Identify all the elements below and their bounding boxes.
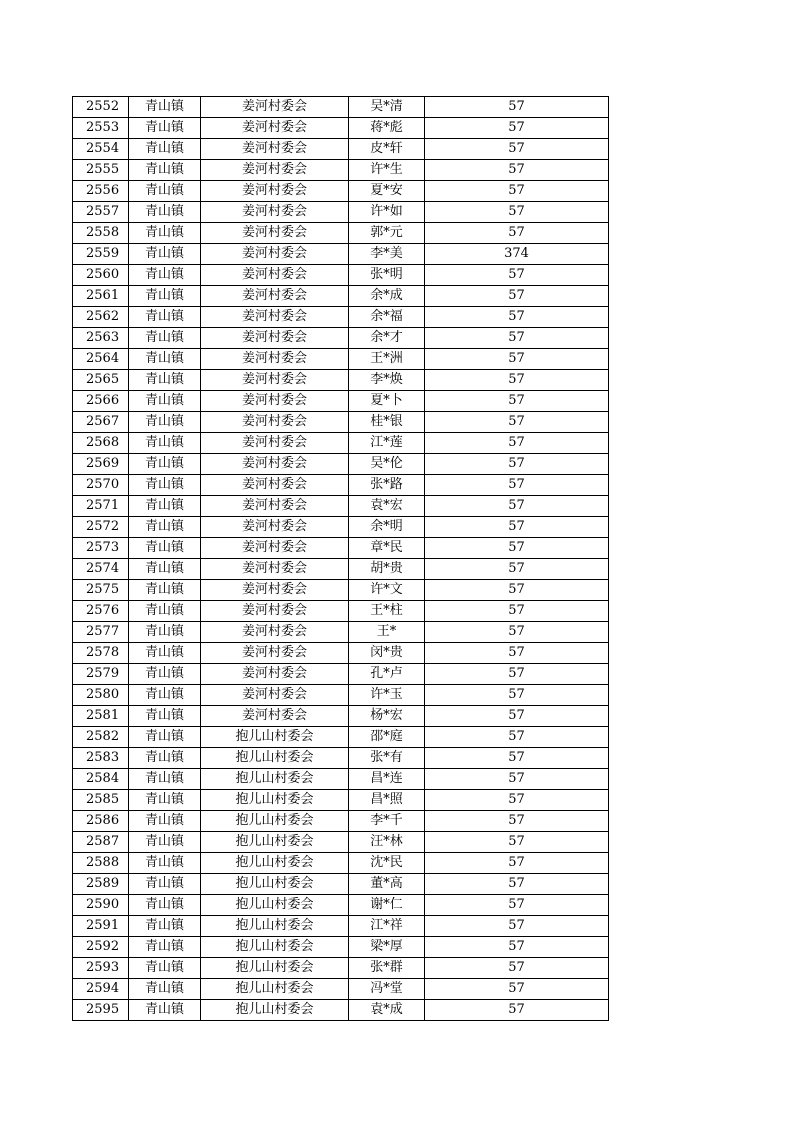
person-name-cell: 桂*银 bbox=[349, 412, 425, 433]
amount-cell: 57 bbox=[425, 118, 609, 139]
table-row bbox=[73, 496, 609, 517]
person-name-cell: 许*如 bbox=[349, 202, 425, 223]
village-committee-cell: 姜河村委会 bbox=[201, 433, 349, 454]
amount-cell: 57 bbox=[425, 811, 609, 832]
table-row bbox=[73, 370, 609, 391]
town-cell: 青山镇 bbox=[129, 496, 201, 517]
person-name-cell: 谢*仁 bbox=[349, 895, 425, 916]
amount-cell: 374 bbox=[425, 244, 609, 265]
amount-cell: 57 bbox=[425, 160, 609, 181]
town-cell: 青山镇 bbox=[129, 706, 201, 727]
person-name-cell: 冯*堂 bbox=[349, 979, 425, 1000]
person-name-cell: 邵*庭 bbox=[349, 727, 425, 748]
village-committee-cell: 姜河村委会 bbox=[201, 223, 349, 244]
table-row bbox=[73, 97, 609, 118]
person-name-cell: 李*千 bbox=[349, 811, 425, 832]
table-row bbox=[73, 790, 609, 811]
village-committee-cell: 抱儿山村委会 bbox=[201, 1000, 349, 1021]
table-row bbox=[73, 307, 609, 328]
serial-number-cell: 2555 bbox=[73, 160, 129, 181]
serial-number-cell: 2585 bbox=[73, 790, 129, 811]
table-row bbox=[73, 916, 609, 937]
person-name-cell: 昌*照 bbox=[349, 790, 425, 811]
person-name-cell: 吴*伦 bbox=[349, 454, 425, 475]
town-cell: 青山镇 bbox=[129, 412, 201, 433]
town-cell: 青山镇 bbox=[129, 790, 201, 811]
town-cell: 青山镇 bbox=[129, 475, 201, 496]
table-row bbox=[73, 937, 609, 958]
serial-number-cell: 2573 bbox=[73, 538, 129, 559]
village-committee-cell: 抱儿山村委会 bbox=[201, 790, 349, 811]
town-cell: 青山镇 bbox=[129, 874, 201, 895]
roster-table-body bbox=[73, 97, 609, 1021]
table-row bbox=[73, 412, 609, 433]
serial-number-cell: 2567 bbox=[73, 412, 129, 433]
person-name-cell: 李*焕 bbox=[349, 370, 425, 391]
person-name-cell: 张*群 bbox=[349, 958, 425, 979]
person-name-cell: 昌*连 bbox=[349, 769, 425, 790]
table-row bbox=[73, 622, 609, 643]
amount-cell: 57 bbox=[425, 958, 609, 979]
person-name-cell: 张*明 bbox=[349, 265, 425, 286]
table-row bbox=[73, 1000, 609, 1021]
village-committee-cell: 姜河村委会 bbox=[201, 412, 349, 433]
serial-number-cell: 2564 bbox=[73, 349, 129, 370]
village-committee-cell: 抱儿山村委会 bbox=[201, 979, 349, 1000]
village-committee-cell: 抱儿山村委会 bbox=[201, 727, 349, 748]
serial-number-cell: 2579 bbox=[73, 664, 129, 685]
person-name-cell: 余*明 bbox=[349, 517, 425, 538]
serial-number-cell: 2554 bbox=[73, 139, 129, 160]
village-committee-cell: 抱儿山村委会 bbox=[201, 937, 349, 958]
serial-number-cell: 2553 bbox=[73, 118, 129, 139]
amount-cell: 57 bbox=[425, 622, 609, 643]
amount-cell: 57 bbox=[425, 496, 609, 517]
serial-number-cell: 2556 bbox=[73, 181, 129, 202]
town-cell: 青山镇 bbox=[129, 727, 201, 748]
village-committee-cell: 姜河村委会 bbox=[201, 391, 349, 412]
person-name-cell: 王* bbox=[349, 622, 425, 643]
town-cell: 青山镇 bbox=[129, 454, 201, 475]
village-committee-cell: 姜河村委会 bbox=[201, 517, 349, 538]
serial-number-cell: 2563 bbox=[73, 328, 129, 349]
person-name-cell: 吴*清 bbox=[349, 97, 425, 118]
person-name-cell: 王*柱 bbox=[349, 601, 425, 622]
person-name-cell: 江*莲 bbox=[349, 433, 425, 454]
serial-number-cell: 2566 bbox=[73, 391, 129, 412]
serial-number-cell: 2574 bbox=[73, 559, 129, 580]
town-cell: 青山镇 bbox=[129, 286, 201, 307]
amount-cell: 57 bbox=[425, 391, 609, 412]
town-cell: 青山镇 bbox=[129, 622, 201, 643]
serial-number-cell: 2562 bbox=[73, 307, 129, 328]
amount-cell: 57 bbox=[425, 328, 609, 349]
serial-number-cell: 2590 bbox=[73, 895, 129, 916]
table-row bbox=[73, 181, 609, 202]
serial-number-cell: 2578 bbox=[73, 643, 129, 664]
table-row bbox=[73, 433, 609, 454]
town-cell: 青山镇 bbox=[129, 979, 201, 1000]
table-row bbox=[73, 643, 609, 664]
amount-cell: 57 bbox=[425, 748, 609, 769]
village-committee-cell: 姜河村委会 bbox=[201, 685, 349, 706]
town-cell: 青山镇 bbox=[129, 559, 201, 580]
town-cell: 青山镇 bbox=[129, 244, 201, 265]
village-committee-cell: 抱儿山村委会 bbox=[201, 958, 349, 979]
town-cell: 青山镇 bbox=[129, 664, 201, 685]
table-row bbox=[73, 769, 609, 790]
amount-cell: 57 bbox=[425, 433, 609, 454]
person-name-cell: 张*路 bbox=[349, 475, 425, 496]
person-name-cell: 余*福 bbox=[349, 307, 425, 328]
town-cell: 青山镇 bbox=[129, 517, 201, 538]
amount-cell: 57 bbox=[425, 601, 609, 622]
amount-cell: 57 bbox=[425, 832, 609, 853]
town-cell: 青山镇 bbox=[129, 832, 201, 853]
amount-cell: 57 bbox=[425, 769, 609, 790]
person-name-cell: 皮*轩 bbox=[349, 139, 425, 160]
town-cell: 青山镇 bbox=[129, 958, 201, 979]
village-committee-cell: 姜河村委会 bbox=[201, 538, 349, 559]
town-cell: 青山镇 bbox=[129, 433, 201, 454]
town-cell: 青山镇 bbox=[129, 307, 201, 328]
town-cell: 青山镇 bbox=[129, 937, 201, 958]
serial-number-cell: 2558 bbox=[73, 223, 129, 244]
person-name-cell: 许*玉 bbox=[349, 685, 425, 706]
village-committee-cell: 姜河村委会 bbox=[201, 181, 349, 202]
village-committee-cell: 姜河村委会 bbox=[201, 496, 349, 517]
village-committee-cell: 姜河村委会 bbox=[201, 307, 349, 328]
person-name-cell: 余*成 bbox=[349, 286, 425, 307]
person-name-cell: 郭*元 bbox=[349, 223, 425, 244]
town-cell: 青山镇 bbox=[129, 916, 201, 937]
town-cell: 青山镇 bbox=[129, 97, 201, 118]
town-cell: 青山镇 bbox=[129, 181, 201, 202]
serial-number-cell: 2582 bbox=[73, 727, 129, 748]
serial-number-cell: 2580 bbox=[73, 685, 129, 706]
amount-cell: 57 bbox=[425, 874, 609, 895]
town-cell: 青山镇 bbox=[129, 202, 201, 223]
town-cell: 青山镇 bbox=[129, 811, 201, 832]
person-name-cell: 许*文 bbox=[349, 580, 425, 601]
village-committee-cell: 姜河村委会 bbox=[201, 664, 349, 685]
village-committee-cell: 姜河村委会 bbox=[201, 118, 349, 139]
amount-cell: 57 bbox=[425, 727, 609, 748]
village-committee-cell: 抱儿山村委会 bbox=[201, 916, 349, 937]
serial-number-cell: 2569 bbox=[73, 454, 129, 475]
serial-number-cell: 2560 bbox=[73, 265, 129, 286]
table-row bbox=[73, 286, 609, 307]
serial-number-cell: 2593 bbox=[73, 958, 129, 979]
amount-cell: 57 bbox=[425, 706, 609, 727]
village-committee-cell: 姜河村委会 bbox=[201, 265, 349, 286]
amount-cell: 57 bbox=[425, 538, 609, 559]
table-row bbox=[73, 832, 609, 853]
table-row bbox=[73, 475, 609, 496]
serial-number-cell: 2571 bbox=[73, 496, 129, 517]
serial-number-cell: 2587 bbox=[73, 832, 129, 853]
town-cell: 青山镇 bbox=[129, 685, 201, 706]
town-cell: 青山镇 bbox=[129, 118, 201, 139]
person-name-cell: 蒋*彪 bbox=[349, 118, 425, 139]
serial-number-cell: 2576 bbox=[73, 601, 129, 622]
village-committee-cell: 姜河村委会 bbox=[201, 370, 349, 391]
amount-cell: 57 bbox=[425, 475, 609, 496]
person-name-cell: 章*民 bbox=[349, 538, 425, 559]
amount-cell: 57 bbox=[425, 202, 609, 223]
town-cell: 青山镇 bbox=[129, 895, 201, 916]
amount-cell: 57 bbox=[425, 517, 609, 538]
amount-cell: 57 bbox=[425, 895, 609, 916]
town-cell: 青山镇 bbox=[129, 1000, 201, 1021]
table-row bbox=[73, 349, 609, 370]
table-row bbox=[73, 601, 609, 622]
serial-number-cell: 2592 bbox=[73, 937, 129, 958]
village-committee-cell: 姜河村委会 bbox=[201, 559, 349, 580]
table-row bbox=[73, 727, 609, 748]
table-row bbox=[73, 391, 609, 412]
table-row bbox=[73, 664, 609, 685]
table-row bbox=[73, 979, 609, 1000]
town-cell: 青山镇 bbox=[129, 643, 201, 664]
town-cell: 青山镇 bbox=[129, 601, 201, 622]
amount-cell: 57 bbox=[425, 223, 609, 244]
person-name-cell: 杨*宏 bbox=[349, 706, 425, 727]
amount-cell: 57 bbox=[425, 1000, 609, 1021]
village-committee-cell: 姜河村委会 bbox=[201, 706, 349, 727]
town-cell: 青山镇 bbox=[129, 328, 201, 349]
village-committee-cell: 姜河村委会 bbox=[201, 643, 349, 664]
village-committee-cell: 姜河村委会 bbox=[201, 601, 349, 622]
person-name-cell: 江*祥 bbox=[349, 916, 425, 937]
serial-number-cell: 2557 bbox=[73, 202, 129, 223]
person-name-cell: 董*高 bbox=[349, 874, 425, 895]
table-row bbox=[73, 748, 609, 769]
village-committee-cell: 抱儿山村委会 bbox=[201, 832, 349, 853]
village-committee-cell: 姜河村委会 bbox=[201, 622, 349, 643]
serial-number-cell: 2561 bbox=[73, 286, 129, 307]
village-committee-cell: 抱儿山村委会 bbox=[201, 853, 349, 874]
town-cell: 青山镇 bbox=[129, 349, 201, 370]
village-committee-cell: 姜河村委会 bbox=[201, 202, 349, 223]
village-committee-cell: 抱儿山村委会 bbox=[201, 748, 349, 769]
table-row bbox=[73, 706, 609, 727]
amount-cell: 57 bbox=[425, 97, 609, 118]
amount-cell: 57 bbox=[425, 286, 609, 307]
table-row bbox=[73, 118, 609, 139]
amount-cell: 57 bbox=[425, 664, 609, 685]
person-name-cell: 张*有 bbox=[349, 748, 425, 769]
village-committee-cell: 姜河村委会 bbox=[201, 160, 349, 181]
town-cell: 青山镇 bbox=[129, 160, 201, 181]
person-name-cell: 夏*卜 bbox=[349, 391, 425, 412]
person-name-cell: 汪*林 bbox=[349, 832, 425, 853]
amount-cell: 57 bbox=[425, 937, 609, 958]
village-committee-cell: 姜河村委会 bbox=[201, 328, 349, 349]
table-row bbox=[73, 895, 609, 916]
serial-number-cell: 2583 bbox=[73, 748, 129, 769]
roster-table bbox=[72, 96, 609, 1021]
village-committee-cell: 姜河村委会 bbox=[201, 139, 349, 160]
person-name-cell: 许*生 bbox=[349, 160, 425, 181]
amount-cell: 57 bbox=[425, 307, 609, 328]
town-cell: 青山镇 bbox=[129, 223, 201, 244]
person-name-cell: 袁*宏 bbox=[349, 496, 425, 517]
amount-cell: 57 bbox=[425, 979, 609, 1000]
table-row bbox=[73, 853, 609, 874]
table-row bbox=[73, 580, 609, 601]
amount-cell: 57 bbox=[425, 853, 609, 874]
amount-cell: 57 bbox=[425, 790, 609, 811]
serial-number-cell: 2570 bbox=[73, 475, 129, 496]
person-name-cell: 李*美 bbox=[349, 244, 425, 265]
person-name-cell: 沈*民 bbox=[349, 853, 425, 874]
person-name-cell: 夏*安 bbox=[349, 181, 425, 202]
amount-cell: 57 bbox=[425, 181, 609, 202]
town-cell: 青山镇 bbox=[129, 391, 201, 412]
village-committee-cell: 姜河村委会 bbox=[201, 475, 349, 496]
table-row bbox=[73, 874, 609, 895]
serial-number-cell: 2552 bbox=[73, 97, 129, 118]
person-name-cell: 王*洲 bbox=[349, 349, 425, 370]
village-committee-cell: 抱儿山村委会 bbox=[201, 874, 349, 895]
town-cell: 青山镇 bbox=[129, 748, 201, 769]
serial-number-cell: 2568 bbox=[73, 433, 129, 454]
town-cell: 青山镇 bbox=[129, 265, 201, 286]
serial-number-cell: 2575 bbox=[73, 580, 129, 601]
table-row bbox=[73, 538, 609, 559]
person-name-cell: 袁*成 bbox=[349, 1000, 425, 1021]
town-cell: 青山镇 bbox=[129, 538, 201, 559]
town-cell: 青山镇 bbox=[129, 580, 201, 601]
table-row bbox=[73, 202, 609, 223]
village-committee-cell: 抱儿山村委会 bbox=[201, 769, 349, 790]
village-committee-cell: 姜河村委会 bbox=[201, 580, 349, 601]
table-row bbox=[73, 328, 609, 349]
table-row bbox=[73, 244, 609, 265]
person-name-cell: 梁*厚 bbox=[349, 937, 425, 958]
table-row bbox=[73, 223, 609, 244]
village-committee-cell: 姜河村委会 bbox=[201, 349, 349, 370]
village-committee-cell: 姜河村委会 bbox=[201, 97, 349, 118]
amount-cell: 57 bbox=[425, 454, 609, 475]
serial-number-cell: 2572 bbox=[73, 517, 129, 538]
table-row bbox=[73, 139, 609, 160]
amount-cell: 57 bbox=[425, 370, 609, 391]
serial-number-cell: 2595 bbox=[73, 1000, 129, 1021]
table-row bbox=[73, 559, 609, 580]
serial-number-cell: 2586 bbox=[73, 811, 129, 832]
amount-cell: 57 bbox=[425, 349, 609, 370]
village-committee-cell: 姜河村委会 bbox=[201, 454, 349, 475]
town-cell: 青山镇 bbox=[129, 853, 201, 874]
person-name-cell: 余*才 bbox=[349, 328, 425, 349]
amount-cell: 57 bbox=[425, 265, 609, 286]
table-row bbox=[73, 160, 609, 181]
amount-cell: 57 bbox=[425, 139, 609, 160]
village-committee-cell: 抱儿山村委会 bbox=[201, 895, 349, 916]
serial-number-cell: 2565 bbox=[73, 370, 129, 391]
serial-number-cell: 2581 bbox=[73, 706, 129, 727]
person-name-cell: 闵*贵 bbox=[349, 643, 425, 664]
table-row bbox=[73, 265, 609, 286]
serial-number-cell: 2594 bbox=[73, 979, 129, 1000]
table-row bbox=[73, 454, 609, 475]
village-committee-cell: 抱儿山村委会 bbox=[201, 811, 349, 832]
person-name-cell: 胡*贵 bbox=[349, 559, 425, 580]
village-committee-cell: 姜河村委会 bbox=[201, 286, 349, 307]
serial-number-cell: 2559 bbox=[73, 244, 129, 265]
town-cell: 青山镇 bbox=[129, 370, 201, 391]
serial-number-cell: 2588 bbox=[73, 853, 129, 874]
town-cell: 青山镇 bbox=[129, 139, 201, 160]
table-row bbox=[73, 517, 609, 538]
amount-cell: 57 bbox=[425, 916, 609, 937]
table-row bbox=[73, 685, 609, 706]
table-row bbox=[73, 811, 609, 832]
amount-cell: 57 bbox=[425, 643, 609, 664]
amount-cell: 57 bbox=[425, 685, 609, 706]
serial-number-cell: 2584 bbox=[73, 769, 129, 790]
serial-number-cell: 2589 bbox=[73, 874, 129, 895]
person-name-cell: 孔*卢 bbox=[349, 664, 425, 685]
serial-number-cell: 2591 bbox=[73, 916, 129, 937]
town-cell: 青山镇 bbox=[129, 769, 201, 790]
amount-cell: 57 bbox=[425, 412, 609, 433]
amount-cell: 57 bbox=[425, 559, 609, 580]
table-row bbox=[73, 958, 609, 979]
village-committee-cell: 姜河村委会 bbox=[201, 244, 349, 265]
serial-number-cell: 2577 bbox=[73, 622, 129, 643]
amount-cell: 57 bbox=[425, 580, 609, 601]
